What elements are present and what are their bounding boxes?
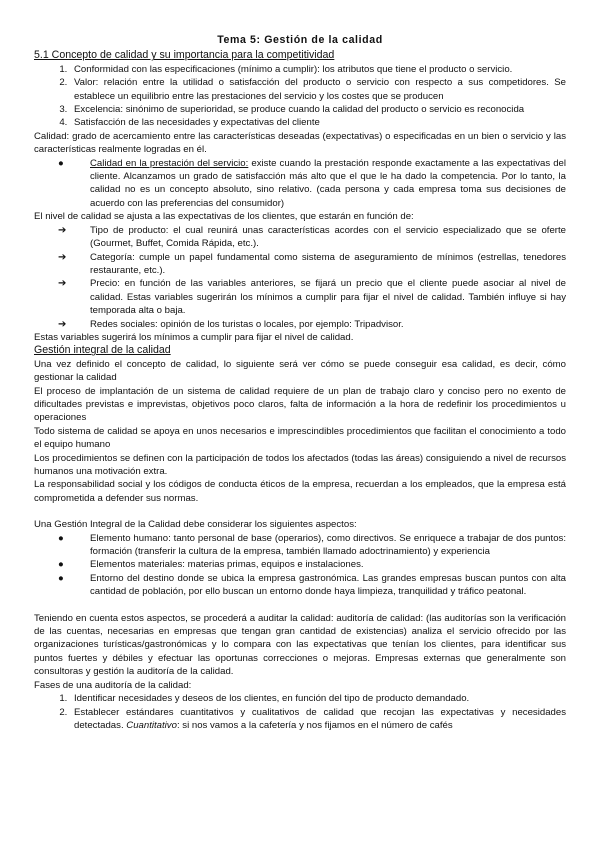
list-item: [34, 157, 566, 211]
list-item: 1. Conformidad con las especificaciones (mínimo a cumplir): los atributos que tiene el producto o servicio.: [70, 63, 566, 76]
bullet-icon: ●: [58, 559, 64, 571]
arrow-right-icon: ➔: [58, 318, 67, 330]
numbered-list-fases: [34, 692, 566, 732]
list-item: [34, 572, 566, 599]
spacer: [34, 599, 566, 612]
audit-paragraph: Teniendo en cuenta estos aspectos, se procederá a auditar la calidad: auditoría de calidad: (las auditorías son la verificación de las cuentas, necesarias en empresas que tengan gran cantidad de existencias) analiza el servicio ofrecido por las organizaciones turísticas/gastronómicas y lo compara con las expectativas que tenían los clientes, para identificar sus puntos fuertes y débiles y efectuar las oportunas correcciones o mejoras. Empresas externas que generalmente son consultoras y gestión la auditoría de la calidad.: [34, 612, 566, 678]
list-item-text: Establecer estándares cuantitativos y cualitativos de calidad que recojan las expectativas y necesidades detectadas.: [74, 706, 566, 731]
list-item-text: Elementos materiales: materias primas, equipos e instalaciones.: [90, 559, 364, 571]
list-item: [34, 558, 566, 571]
list-item: [34, 224, 566, 251]
bullet-list-prestacion: [34, 157, 566, 211]
paragraph: El proceso de implantación de un sistema de calidad requiere de un plan de trabajo claro y conciso pero no exento de dificultades previstas e imprevistas, objetivos poco claros, falta de información a la hora de redefinir los procedimientos u operaciones: [34, 385, 566, 424]
arrow-right-icon: ➔: [58, 251, 67, 263]
arrow-right-icon: ➔: [58, 224, 67, 236]
list-item: 2. Valor: relación entre la utilidad o satisfacción del producto o servicio con respecto a sus competidores. Se establece un equilibrio entre las prestaciones del servicio y los costes que se producen: [70, 76, 566, 103]
bullet-text: existe cuando la prestación responde exactamente a las expectativas del cliente. Alcanzamos un grado de satisfacción más alto que el que le ha dado la competencia. Por lo tanto, la calidad no es un concepto absoluto, sino relativo. (cada persona y cada empresa toma sus decisiones de acuerdo con las preferencias del consumidor): [90, 157, 567, 209]
bullet-lead-term: Calidad en la prestación del servicio:: [90, 157, 249, 169]
list-item: 3. Excelencia: sinónimo de superioridad, se produce cuando la calidad del producto o servicio es reconocida: [70, 103, 566, 116]
italic-term: Cuantitativo: [126, 719, 177, 731]
nivel-intro: El nivel de calidad se ajusta a las expectativas de los clientes, que estarán en función de:: [34, 211, 414, 223]
phases-intro: Fases de una auditoría de la calidad:: [34, 679, 192, 691]
paragraph: Todo sistema de calidad se apoya en unos necesarios e imprescindibles procedimientos que facilitan el conocimiento a todo el equipo humano: [34, 425, 566, 451]
list-item-text: Entorno del destino donde se ubica la empresa gastronómica. Las grandes empresas buscan puntos con alta cantidad de población, por ello buscan un entorno donde haya limpieza, tranquilidad y tráfico peatonal.: [90, 572, 566, 598]
page-title: Tema 5: Gestión de la calidad: [217, 34, 383, 46]
arrow-list-factores: [34, 224, 566, 331]
list-item: [34, 251, 566, 278]
list-item: [70, 706, 566, 733]
arrow-right-icon: ➔: [58, 278, 67, 290]
section-heading-gestion: Gestión integral de la calidad: [34, 344, 171, 357]
list-item-text: Redes sociales: opinión de los turistas o locales, por ejemplo: Tripadvisor.: [90, 318, 404, 330]
section-heading-concepto: 5.1 Concepto de calidad y su importancia para la competitividad: [34, 49, 335, 62]
list-item: 4. Satisfacción de las necesidades y expectativas del cliente: [70, 116, 566, 129]
list-item: 1. Identificar necesidades y deseos de los clientes, en función del tipo de producto demandado.: [70, 692, 566, 705]
list-item-text: Tipo de producto: el cual reunirá unas características acordes con el servicio especializado que se oferte (Gourmet, Buffet, Comida Rápida, etc.).: [90, 224, 566, 250]
aspects-intro: Una Gestión Integral de la Calidad debe considerar los siguientes aspectos:: [34, 519, 357, 531]
paragraph: La responsabilidad social y los códigos de conducta éticos de la empresa, recuerdan a los empleados, que la empresa está comprometida a defender sus normas.: [34, 479, 566, 504]
list-item: [34, 277, 566, 317]
bullet-icon: ●: [58, 157, 64, 169]
bullet-icon: ●: [58, 532, 64, 544]
list-item-text: Precio: en función de las variables anteriores, se fijará un precio que el cliente puede asociar al nivel de calidad. Estas variables sugerirán los mínimos a cumplir para fijar el nivel de calidad. También influye si hay temporada alta o baja.: [90, 278, 566, 317]
numbered-list-concepto: [34, 63, 566, 130]
calidad-definition: Calidad: grado de acercamiento entre las características deseadas (expectativas) o especificadas en un bien o servicio y las características realmente logradas en él.: [34, 130, 566, 156]
spacer: [34, 505, 566, 518]
list-item-text: Elemento humano: tanto personal de base (operarios), como directivos. Se enriquece a trabajar de dos puntos: formación (transferir la cultura de la empresa, también llamado adoctrinamiento) y experiencia: [90, 532, 566, 558]
paragraph: Los procedimientos se definen con la participación de todos los afectados (todas las áreas) consiguiendo a nivel de recursos humanos una motivación extra.: [34, 452, 566, 477]
bullet-list-aspectos: [34, 532, 566, 599]
list-item-text: : si nos vamos a la cafetería y nos fijamos en el número de cafés: [176, 719, 453, 731]
list-item: [34, 318, 566, 331]
list-item-text: Categoría: cumple un papel fundamental como sistema de aseguramiento de mínimos (estrellas, tenedores restaurante, etc.).: [90, 251, 566, 276]
list-item: [34, 532, 566, 559]
bullet-icon: ●: [58, 572, 64, 584]
closing-sentence: Estas variables sugerirá los mínimos a cumplir para fijar el nivel de calidad.: [34, 331, 354, 343]
paragraph: Una vez definido el concepto de calidad, lo siguiente será ver cómo se puede conseguir esa calidad, es decir, cómo gestionar la calidad: [34, 358, 566, 384]
